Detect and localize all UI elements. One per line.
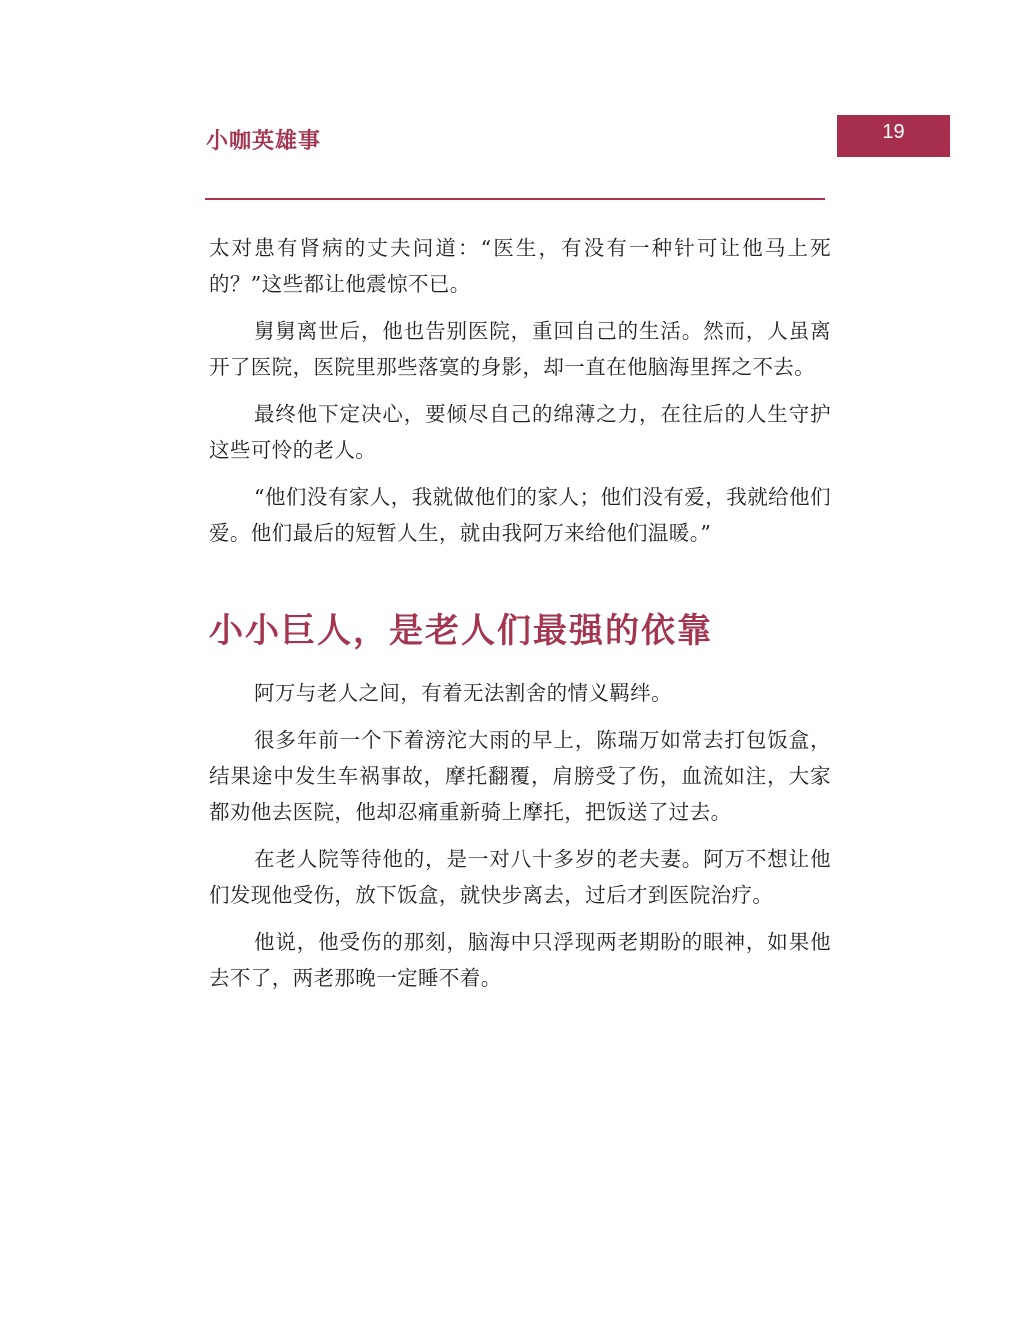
main-text-block bbox=[209, 230, 831, 1007]
paragraph: 太对患有肾病的丈夫问道：“医生，有没有一种针可让他马上死的？”这些都让他震惊不已。 bbox=[209, 236, 831, 296]
page-number-badge bbox=[837, 115, 950, 157]
paragraph: 在老人院等待他的，是一对八十多岁的老夫妻。阿万不想让他们发现他受伤，放下饭盒，就快步离去，过后才到医院治疗。 bbox=[209, 847, 831, 907]
paragraph: 他说，他受伤的那刻，脑海中只浮现两老期盼的眼神，如果他去不了，两老那晚一定睡不着。 bbox=[209, 930, 831, 990]
header-divider bbox=[205, 198, 825, 200]
paragraph: 舅舅离世后，他也告别医院，重回自己的生活。然而，人虽离开了医院，医院里那些落寞的身影，却一直在他脑海里挥之不去。 bbox=[209, 319, 831, 379]
running-head-title: 小咖英雄事 bbox=[206, 128, 322, 154]
paragraph: “他们没有家人，我就做他们的家人；他们没有爱，我就给他们爱。他们最后的短暂人生，就由我阿万来给他们温暖。” bbox=[209, 485, 831, 545]
page-number: 19 bbox=[882, 121, 905, 143]
paragraph: 很多年前一个下着滂沱大雨的早上，陈瑞万如常去打包饭盒，结果途中发生车祸事故，摩托翻覆，肩膀受了伤，血流如注，大家都劝他去医院，他却忍痛重新骑上摩托，把饭送了过去。 bbox=[209, 728, 831, 824]
paragraph: 阿万与老人之间，有着无法割舍的情义羁绊。 bbox=[254, 681, 672, 705]
section-heading: 小小巨人，是老人们最强的依靠 bbox=[209, 611, 713, 651]
paragraph: 最终他下定决心，要倾尽自己的绵薄之力，在往后的人生守护这些可怜的老人。 bbox=[209, 402, 831, 462]
